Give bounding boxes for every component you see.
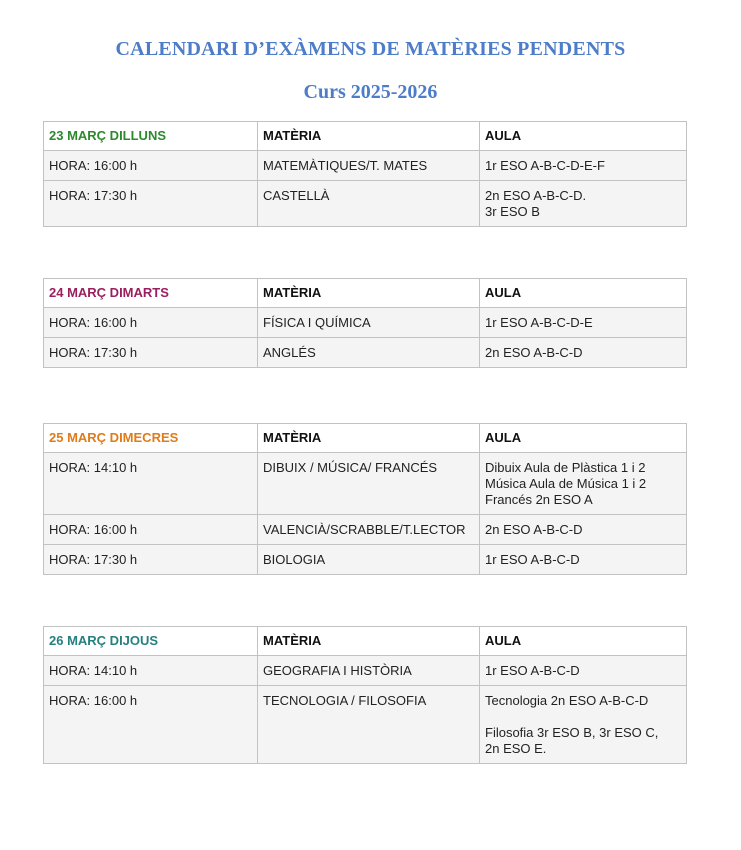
room-line: 1r ESO A-B-C-D <box>485 663 580 678</box>
day-label: 26 MARÇ DIJOUS <box>44 627 258 656</box>
document-title: CALENDARI D’EXÀMENS DE MATÈRIES PENDENTS <box>115 38 626 60</box>
room-line: 2n ESO A-B-C-D <box>485 522 583 537</box>
exam-subject: ANGLÉS <box>258 338 480 368</box>
exam-time: HORA: 16:00 h <box>44 151 258 181</box>
day-label: 25 MARÇ DIMECRES <box>44 424 258 453</box>
exam-time: HORA: 14:10 h <box>44 656 258 686</box>
table-header-row <box>44 424 687 453</box>
subject-column-header: MATÈRIA <box>258 122 480 151</box>
room-line: 1r ESO A-B-C-D-E-F <box>485 158 605 173</box>
exam-subject: DIBUIX / MÚSICA/ FRANCÉS <box>258 453 480 515</box>
room-column-header: AULA <box>480 627 687 656</box>
room-line: Francés 2n ESO A <box>485 492 593 507</box>
exam-room <box>480 686 687 764</box>
table-row <box>44 181 687 227</box>
exam-table-day-3 <box>43 423 687 575</box>
exam-room <box>480 181 687 227</box>
exam-room <box>480 656 687 686</box>
room-column-header: AULA <box>480 279 687 308</box>
subject-column-header: MATÈRIA <box>258 627 480 656</box>
table-row <box>44 656 687 686</box>
room-line: Tecnologia 2n ESO A-B-C-D <box>485 693 649 708</box>
room-column-header: AULA <box>480 122 687 151</box>
exam-time: HORA: 16:00 h <box>44 686 258 764</box>
exam-time: HORA: 17:30 h <box>44 545 258 575</box>
exam-table-day-2 <box>43 278 687 368</box>
exam-subject: FÍSICA I QUÍMICA <box>258 308 480 338</box>
table-header-row <box>44 122 687 151</box>
room-line: 1r ESO A-B-C-D <box>485 552 580 567</box>
exam-table-day-4 <box>43 626 687 764</box>
exam-room <box>480 151 687 181</box>
exam-table-day-1 <box>43 121 687 227</box>
table-row <box>44 545 687 575</box>
exam-subject: TECNOLOGIA / FILOSOFIA <box>258 686 480 764</box>
table-row <box>44 151 687 181</box>
exam-subject: MATEMÀTIQUES/T. MATES <box>258 151 480 181</box>
table-row <box>44 515 687 545</box>
room-line: 1r ESO A-B-C-D-E <box>485 315 593 330</box>
exam-time: HORA: 17:30 h <box>44 338 258 368</box>
table-header-row <box>44 279 687 308</box>
table-row <box>44 453 687 515</box>
room-line-gap <box>485 709 681 725</box>
exam-room <box>480 338 687 368</box>
table-row <box>44 338 687 368</box>
exam-time: HORA: 16:00 h <box>44 515 258 545</box>
table-header-row <box>44 627 687 656</box>
exam-subject: CASTELLÀ <box>258 181 480 227</box>
table-row <box>44 686 687 764</box>
exam-time: HORA: 17:30 h <box>44 181 258 227</box>
day-label: 24 MARÇ DIMARTS <box>44 279 258 308</box>
subject-column-header: MATÈRIA <box>258 424 480 453</box>
room-line: 2n ESO A-B-C-D <box>485 345 583 360</box>
document-subtitle: Curs 2025-2026 <box>303 81 438 103</box>
table-row <box>44 308 687 338</box>
room-line: 2n ESO A-B-C-D. <box>485 188 587 203</box>
room-line: Dibuix Aula de Plàstica 1 i 2 <box>485 460 646 475</box>
exam-time: HORA: 14:10 h <box>44 453 258 515</box>
room-line: 2n ESO E. <box>485 741 547 756</box>
room-line: 3r ESO B <box>485 204 540 219</box>
exam-time: HORA: 16:00 h <box>44 308 258 338</box>
exam-subject: GEOGRAFIA I HISTÒRIA <box>258 656 480 686</box>
exam-room <box>480 545 687 575</box>
exam-room <box>480 453 687 515</box>
subject-column-header: MATÈRIA <box>258 279 480 308</box>
room-line: Filosofia 3r ESO B, 3r ESO C, <box>485 725 659 740</box>
day-label: 23 MARÇ DILLUNS <box>44 122 258 151</box>
exam-subject: VALENCIÀ/SCRABBLE/T.LECTOR <box>258 515 480 545</box>
exam-room <box>480 308 687 338</box>
exam-room <box>480 515 687 545</box>
room-column-header: AULA <box>480 424 687 453</box>
exam-subject: BIOLOGIA <box>258 545 480 575</box>
room-line: Música Aula de Música 1 i 2 <box>485 476 647 491</box>
